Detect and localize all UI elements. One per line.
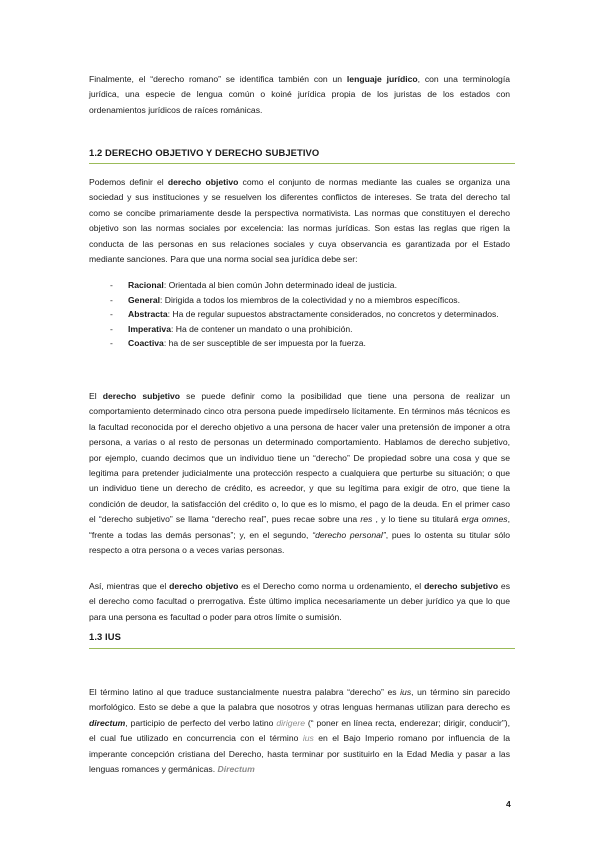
text: , pues lo ostenta su titular sólo respecto a otra persona o a veces varias personas.: [89, 529, 510, 556]
text: como el conjunto de normas mediante las cuales se organiza una sociedad y sus instituciones y se resuelven los diferentes conflictos de intereses. Se trata del derecho tal como se concibe primariamente desde la perspectiva normativista. Las normas que constituyen el derecho objetivo son las normas sociales por excelencia: las normas jurídicas. Son estas las reglas que rigen la conducta de las personas en sus relaciones sociales y cuya observancia es garantizada por el Estado mediante sanciones. Para que una norma social sea jurídica debe ser:: [89, 177, 510, 265]
list-item: [110, 307, 510, 322]
gray-bold-italic-term: Directum: [217, 764, 255, 775]
list-item-term: Racional: [128, 280, 164, 290]
bold-italic-term: directum: [89, 717, 126, 728]
text: se puede definir como la posibilidad que tiene una persona de realizar un comportamiento determinado cinco otra persona puede impedírselo lícitamente. En términos más técnicos es la facultad reconocida por el derecho objetivo a una persona de hacer valer una pretensión de imponer a otra persona, a varias o al resto de personas un determinado comportamiento. Hablamos de derecho subjetivo, por ejemplo, cuando decimos que un individuo tiene un “derecho” De propiedad sobre una cosa y que se legitima para pretender judicialmente una protección respecto a cualquiera que perturbe su situación; o que un individuo tiene un derecho de crédito, es acreedor, y que su legítima para exigir de otro, que tiene la condición de deudor, la satisfacción del crédito o, lo que es lo mismo, el pago de la deuda. En el primer caso el “derecho subjetivo” se llama “derecho real”, pues recae sobre una: [89, 391, 510, 525]
text: (“ poner en línea recta, enderezar; dirigir, conducir”), el cual fue utilizado en concurrencia con el término: [89, 717, 510, 744]
italic-term: ius: [400, 687, 412, 697]
list-item-text: : Ha de regular supuestos abstractamente considerados, no concretos y determinados.: [167, 309, 499, 320]
norm-characteristics-list: [110, 278, 510, 351]
text: en el Bajo Imperio romano por influencia de la imperante concepción cristiana del Derecho, hasta terminar por sustituirlo en la Edad Media y pasar a las lenguas romances y germánicas.: [89, 733, 510, 775]
text: Podemos definir el: [89, 177, 168, 187]
text: es el Derecho como norma u ordenamiento, el: [238, 581, 425, 591]
text: Finalmente, el “derecho romano” se identifica también con un: [89, 74, 347, 84]
paragraph-derecho-objetivo: [89, 175, 510, 267]
list-item-text: : Orientada al bien común John determinado ideal de justicia.: [163, 280, 397, 290]
page-number: 4: [506, 799, 511, 809]
italic-term: “derecho personal”: [312, 529, 386, 540]
text: , un término sin parecido morfológico. Esto se debe a que la palabra que nosotros y otras lenguas hermanas utilizan para derecho es: [89, 687, 510, 713]
list-item-term: Imperativa: [128, 323, 171, 334]
bold-term: derecho objetivo: [167, 177, 239, 187]
bold-term: derecho subjetivo: [102, 391, 181, 401]
text: Así, mientras que el: [89, 581, 170, 591]
paragraph-ius: [89, 685, 510, 777]
list-item-text: : Dirigida a todos los miembros de la colectividad y no a miembros específicos.: [160, 294, 460, 305]
text: , y lo tiene su titulará: [372, 514, 462, 525]
text: , con una terminología jurídica, una especie de lengua común o koiné jurídica propia de los juristas de los estados con ordenamientos jurídicos de raíces románicas.: [89, 74, 510, 115]
list-item: [110, 293, 510, 308]
bold-term: derecho subjetivo: [424, 581, 499, 591]
bold-term: lenguaje jurídico: [346, 74, 418, 84]
list-item-term: General: [128, 294, 161, 305]
text: es el derecho como facultad o prerrogativa. Éste último implica necesariamente un deber jurídico ya que lo que para una persona es facultad o poder para otros límite o sumisión.: [89, 581, 511, 622]
italic-term: erga omnes: [461, 514, 508, 525]
text: , “frente a todas las demás personas”; y, en el segundo,: [89, 514, 510, 540]
paragraph-comparison: [89, 579, 510, 625]
text: El término latino al que traduce sustancialmente nuestra palabra “derecho” es: [89, 687, 401, 697]
heading-underline: [89, 163, 515, 164]
list-item: [110, 322, 510, 337]
italic-term: res: [360, 514, 373, 525]
list-item-term: Abstracta: [128, 309, 168, 320]
intro-paragraph: [89, 72, 510, 118]
text: , participio de perfecto del verbo latino: [125, 717, 277, 728]
section-heading-1-3: 1.3 IUS: [89, 631, 121, 642]
list-item-text: : ha de ser susceptible de ser impuesta por la fuerza.: [163, 338, 366, 349]
list-item: [110, 278, 510, 293]
gray-italic-term: ius: [302, 733, 314, 744]
section-heading-1-2: 1.2 DERECHO OBJETIVO Y DERECHO SUBJETIVO: [89, 147, 320, 158]
gray-italic-term: dirigere: [276, 717, 305, 728]
heading-underline: [89, 648, 515, 649]
paragraph-derecho-subjetivo: [89, 389, 510, 558]
text: El: [89, 391, 103, 401]
list-item-term: Coactiva: [128, 338, 164, 349]
bold-term: derecho objetivo: [169, 581, 239, 591]
list-item: [110, 336, 510, 351]
list-item-text: : Ha de contener un mandato o una prohibición.: [171, 323, 353, 334]
